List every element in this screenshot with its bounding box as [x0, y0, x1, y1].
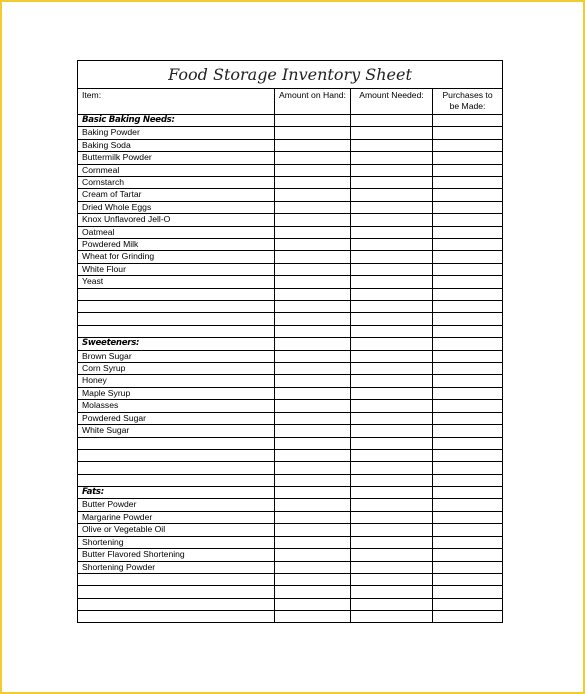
entry-cell [433, 177, 503, 189]
entry-cell [433, 127, 503, 139]
entry-cell [275, 573, 351, 585]
entry-cell [433, 462, 503, 474]
item-name: Oatmeal [78, 226, 275, 238]
column-header-purchases: Purchases to be Made: [433, 89, 503, 115]
entry-cell [275, 561, 351, 573]
entry-cell [275, 412, 351, 424]
table-row [78, 561, 503, 573]
item-name: Brown Sugar [78, 350, 275, 362]
item-name: Cream of Tartar [78, 189, 275, 201]
entry-cell [433, 350, 503, 362]
entry-cell [351, 301, 433, 313]
entry-cell [351, 561, 433, 573]
inventory-table [77, 60, 503, 623]
entry-cell [275, 115, 351, 127]
table-row [78, 226, 503, 238]
entry-cell [275, 301, 351, 313]
entry-cell [433, 449, 503, 461]
entry-cell [275, 350, 351, 362]
table-row [78, 462, 503, 474]
blank-item-cell [78, 598, 275, 610]
entry-cell [433, 573, 503, 585]
entry-cell [433, 375, 503, 387]
entry-cell [433, 425, 503, 437]
entry-cell [275, 164, 351, 176]
entry-cell [433, 325, 503, 337]
entry-cell [433, 549, 503, 561]
entry-cell [275, 177, 351, 189]
entry-cell [433, 251, 503, 263]
table-row [78, 301, 503, 313]
entry-cell [351, 549, 433, 561]
section-row [78, 338, 503, 350]
entry-cell [433, 338, 503, 350]
entry-cell [433, 400, 503, 412]
item-name: Honey [78, 375, 275, 387]
table-row [78, 288, 503, 300]
entry-cell [275, 499, 351, 511]
entry-cell [351, 387, 433, 399]
item-name: Knox Unflavored Jell-O [78, 214, 275, 226]
table-row [78, 152, 503, 164]
entry-cell [351, 586, 433, 598]
item-name: Buttermilk Powder [78, 152, 275, 164]
item-name: Cornstarch [78, 177, 275, 189]
item-name: Wheat for Grinding [78, 251, 275, 263]
item-name: White Sugar [78, 425, 275, 437]
table-row [78, 412, 503, 424]
entry-cell [275, 586, 351, 598]
table-row [78, 586, 503, 598]
item-name: Butter Flavored Shortening [78, 549, 275, 561]
entry-cell [433, 511, 503, 523]
entry-cell [275, 338, 351, 350]
column-header-amount-needed: Amount Needed: [351, 89, 433, 115]
table-row [78, 400, 503, 412]
entry-cell [275, 127, 351, 139]
entry-cell [351, 573, 433, 585]
entry-cell [433, 301, 503, 313]
entry-cell [351, 226, 433, 238]
entry-cell [351, 611, 433, 623]
entry-cell [351, 425, 433, 437]
entry-cell [351, 288, 433, 300]
entry-cell [275, 375, 351, 387]
blank-item-cell [78, 573, 275, 585]
entry-cell [351, 189, 433, 201]
item-name: Corn Syrup [78, 363, 275, 375]
entry-cell [351, 313, 433, 325]
blank-item-cell [78, 437, 275, 449]
table-row [78, 139, 503, 151]
table-row [78, 425, 503, 437]
table-row [78, 536, 503, 548]
section-heading: Fats: [78, 487, 275, 499]
entry-cell [433, 313, 503, 325]
entry-cell [351, 524, 433, 536]
entry-cell [433, 164, 503, 176]
entry-cell [275, 511, 351, 523]
entry-cell [351, 474, 433, 486]
entry-cell [275, 263, 351, 275]
table-row [78, 350, 503, 362]
table-row [78, 437, 503, 449]
entry-cell [275, 288, 351, 300]
entry-cell [433, 189, 503, 201]
entry-cell [351, 375, 433, 387]
entry-cell [351, 164, 433, 176]
entry-cell [433, 561, 503, 573]
item-name: Molasses [78, 400, 275, 412]
blank-item-cell [78, 449, 275, 461]
blank-item-cell [78, 462, 275, 474]
entry-cell [351, 177, 433, 189]
table-row [78, 164, 503, 176]
entry-cell [433, 201, 503, 213]
entry-cell [351, 437, 433, 449]
title-row [78, 61, 503, 89]
entry-cell [275, 363, 351, 375]
entry-cell [433, 536, 503, 548]
entry-cell [275, 549, 351, 561]
header-row [78, 89, 503, 115]
entry-cell [433, 437, 503, 449]
section-row [78, 487, 503, 499]
column-header-amount-on-hand: Amount on Hand: [275, 89, 351, 115]
item-name: Maple Syrup [78, 387, 275, 399]
table-row [78, 387, 503, 399]
entry-cell [275, 214, 351, 226]
table-row [78, 177, 503, 189]
entry-cell [351, 462, 433, 474]
entry-cell [351, 251, 433, 263]
blank-item-cell [78, 611, 275, 623]
entry-cell [275, 400, 351, 412]
entry-cell [351, 201, 433, 213]
entry-cell [351, 400, 433, 412]
table-row [78, 325, 503, 337]
entry-cell [433, 139, 503, 151]
entry-cell [433, 214, 503, 226]
sheet-title: Food Storage Inventory Sheet [78, 61, 503, 89]
table-row [78, 276, 503, 288]
entry-cell [433, 363, 503, 375]
entry-cell [351, 263, 433, 275]
entry-cell [433, 611, 503, 623]
entry-cell [351, 449, 433, 461]
section-row [78, 115, 503, 127]
table-row [78, 363, 503, 375]
table-row [78, 189, 503, 201]
item-name: Baking Powder [78, 127, 275, 139]
entry-cell [275, 276, 351, 288]
entry-cell [433, 598, 503, 610]
entry-cell [351, 214, 433, 226]
entry-cell [433, 487, 503, 499]
entry-cell [433, 263, 503, 275]
table-row [78, 251, 503, 263]
entry-cell [433, 387, 503, 399]
column-header-item: Item: [78, 89, 275, 115]
entry-cell [351, 598, 433, 610]
entry-cell [433, 586, 503, 598]
entry-cell [433, 412, 503, 424]
entry-cell [433, 239, 503, 251]
entry-cell [275, 524, 351, 536]
blank-item-cell [78, 313, 275, 325]
entry-cell [433, 288, 503, 300]
entry-cell [351, 536, 433, 548]
entry-cell [275, 598, 351, 610]
blank-item-cell [78, 288, 275, 300]
item-name: Yeast [78, 276, 275, 288]
table-row [78, 511, 503, 523]
entry-cell [275, 313, 351, 325]
entry-cell [433, 226, 503, 238]
section-heading: Basic Baking Needs: [78, 115, 275, 127]
entry-cell [433, 276, 503, 288]
entry-cell [275, 139, 351, 151]
table-row [78, 524, 503, 536]
entry-cell [275, 201, 351, 213]
entry-cell [275, 239, 351, 251]
entry-cell [275, 152, 351, 164]
item-name: Powdered Sugar [78, 412, 275, 424]
item-name: Shortening [78, 536, 275, 548]
entry-cell [433, 524, 503, 536]
entry-cell [351, 363, 433, 375]
entry-cell [275, 462, 351, 474]
entry-cell [351, 325, 433, 337]
entry-cell [433, 115, 503, 127]
entry-cell [351, 152, 433, 164]
table-row [78, 573, 503, 585]
entry-cell [351, 412, 433, 424]
table-row [78, 214, 503, 226]
entry-cell [433, 474, 503, 486]
entry-cell [351, 276, 433, 288]
entry-cell [275, 387, 351, 399]
entry-cell [275, 449, 351, 461]
entry-cell [275, 487, 351, 499]
entry-cell [351, 499, 433, 511]
entry-cell [433, 152, 503, 164]
section-heading: Sweeteners: [78, 338, 275, 350]
blank-item-cell [78, 474, 275, 486]
item-name: Cornmeal [78, 164, 275, 176]
entry-cell [351, 115, 433, 127]
item-name: Baking Soda [78, 139, 275, 151]
item-name: Olive or Vegetable Oil [78, 524, 275, 536]
entry-cell [351, 338, 433, 350]
entry-cell [351, 239, 433, 251]
item-name: Shortening Powder [78, 561, 275, 573]
table-row [78, 598, 503, 610]
entry-cell [275, 325, 351, 337]
table-row [78, 611, 503, 623]
entry-cell [351, 139, 433, 151]
entry-cell [275, 425, 351, 437]
table-row [78, 499, 503, 511]
table-row [78, 239, 503, 251]
item-name: Margarine Powder [78, 511, 275, 523]
table-row [78, 474, 503, 486]
blank-item-cell [78, 301, 275, 313]
table-row [78, 375, 503, 387]
item-name: Powdered Milk [78, 239, 275, 251]
entry-cell [351, 487, 433, 499]
table-row [78, 549, 503, 561]
item-name: White Flour [78, 263, 275, 275]
entry-cell [275, 226, 351, 238]
entry-cell [351, 350, 433, 362]
blank-item-cell [78, 586, 275, 598]
entry-cell [275, 536, 351, 548]
entry-cell [275, 189, 351, 201]
table-row [78, 127, 503, 139]
entry-cell [433, 499, 503, 511]
entry-cell [275, 251, 351, 263]
entry-cell [275, 474, 351, 486]
entry-cell [351, 511, 433, 523]
table-row [78, 449, 503, 461]
table-row [78, 313, 503, 325]
entry-cell [275, 437, 351, 449]
entry-cell [351, 127, 433, 139]
blank-item-cell [78, 325, 275, 337]
item-name: Butter Powder [78, 499, 275, 511]
entry-cell [275, 611, 351, 623]
item-name: Dried Whole Eggs [78, 201, 275, 213]
table-row [78, 263, 503, 275]
table-row [78, 201, 503, 213]
